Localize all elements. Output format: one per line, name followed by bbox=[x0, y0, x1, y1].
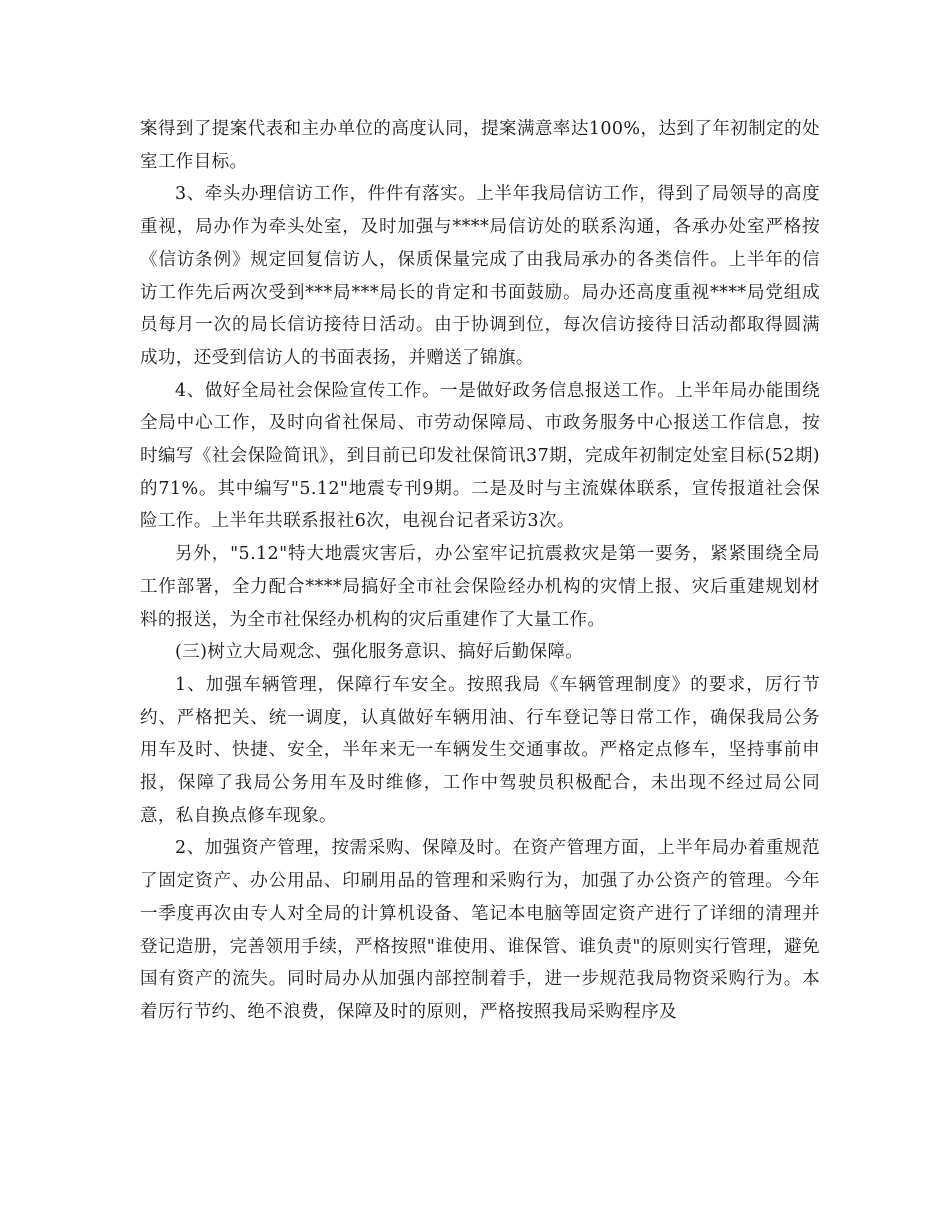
paragraph-1: 案得到了提案代表和主办单位的高度认同，提案满意率达100%，达到了年初制定的处室工作目标。 bbox=[140, 119, 820, 172]
paragraph-6: 2、加强资产管理，按需采购、保障及时。在资产管理方面，上半年局办着重规范了固定资产、办公用品、印刷用品的管理和采购行为，加强了办公资产的管理。今年一季度再次由专人对全局的计算机设备、笔记本电脑等固定资产进行了详细的清理并登记造册，完善领用手续，严格按照"谁使用、谁保管、谁负责"的原则实行管理，避免国有资产的流失。同时局办从加强内部控制着手，进一步规范我局物资采购行为。本着厉行节约、绝不浪费，保障及时的原则，严格按照我局采购程序及 bbox=[140, 838, 820, 1022]
section-heading: (三)树立大局观念、强化服务意识、搞好后勤保障。 bbox=[175, 642, 584, 663]
document-body bbox=[140, 113, 820, 1029]
paragraph-4: 另外，"5.12"特大地震灾害后，办公室牢记抗震救灾是第一要务，紧紧围绕全局工作部署，全力配合****局搞好全市社会保险经办机构的灾情上报、灾后重建规划材料的报送，为全市社保经办机构的灾后重建作了大量工作。 bbox=[140, 544, 820, 630]
paragraph-5: 1、加强车辆管理，保障行车安全。按照我局《车辆管理制度》的要求，厉行节约、严格把关、统一调度，认真做好车辆用油、行车登记等日常工作，确保我局公务用车及时、快捷、安全，半年来无一车辆发生交通事故。严格定点修车，坚持事前申报，保障了我局公务用车及时维修，工作中驾驶员积极配合，未出现不经过局公同意，私自换点修车现象。 bbox=[140, 674, 820, 826]
paragraph-2: 3、牵头办理信访工作，件件有落实。上半年我局信访工作，得到了局领导的高度重视，局办作为牵头处室，及时加强与****局信访处的联系沟通，各承办处室严格按《信访条例》规定回复信访人，保质保量完成了由我局承办的各类信件。上半年的信访工作先后两次受到***局***局长的肯定和书面鼓励。局办还高度重视****局党组成员每月一次的局长信访接待日活动。由于协调到位，每次信访接待日活动都取得圆满成功，还受到信访人的书面表扬，并赠送了锦旗。 bbox=[140, 184, 820, 368]
paragraph-3: 4、做好全局社会保险宣传工作。一是做好政务信息报送工作。上半年局办能围绕全局中心工作，及时向省社保局、市劳动保障局、市政务服务中心报送工作信息，按时编写《社会保险简讯》，到目前已印发社保简讯37期，完成年初制定处室目标(52期)的71%。其中编写"5.12"地震专刊9期。二是及时与主流媒体联系，宣传报道社会保险工作。上半年共联系报社6次，电视台记者采访3次。 bbox=[140, 380, 820, 532]
